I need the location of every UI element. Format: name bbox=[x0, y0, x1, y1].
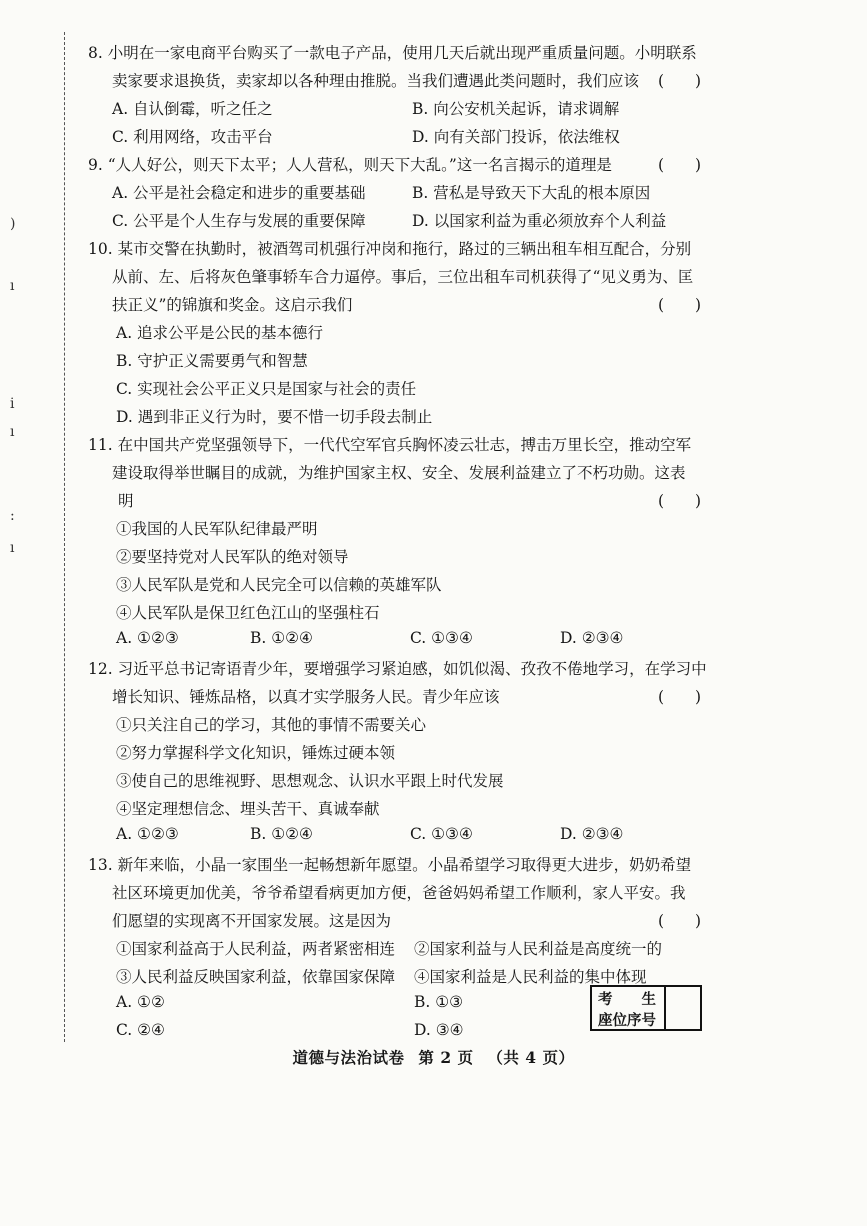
margin-mark: ı bbox=[10, 424, 15, 440]
margin-mark: ı bbox=[10, 540, 15, 556]
option-d: D. 向有关部门投诉，依法维权 bbox=[412, 128, 620, 146]
option-d: D. 遇到非正义行为时，要不惜一切手段去制止 bbox=[116, 408, 433, 426]
option-a: A. 自认倒霉，听之任之 bbox=[112, 100, 273, 118]
footer-page: 第 2 页 bbox=[418, 1048, 474, 1067]
option-b: B. 营私是导致天下大乱的根本原因 bbox=[412, 184, 651, 202]
option-c: C. 公平是个人生存与发展的重要保障 bbox=[112, 212, 366, 230]
option-b: B. ①③ bbox=[414, 993, 464, 1011]
seat-number-label bbox=[592, 987, 666, 1029]
statement: ③人民军队是党和人民完全可以信赖的英雄军队 bbox=[116, 576, 442, 594]
option-d: D. ②③④ bbox=[560, 825, 624, 843]
option-d: D. ③④ bbox=[414, 1021, 464, 1039]
option-a: A. ①②③ bbox=[116, 629, 179, 647]
question-text: 10. 某市交警在执勤时，被酒驾司机强行冲岗和拖行，路过的三辆出租车相互配合，分别 bbox=[88, 240, 692, 258]
statement: ③人民利益反映国家利益，依靠国家保障 bbox=[116, 968, 396, 986]
question-text: 从前、左、后将灰色肇事轿车合力逼停。事后，三位出租车司机获得了“见义勇为、匡 bbox=[112, 268, 694, 286]
answer-bracket: ( ) bbox=[658, 492, 702, 510]
question-text: 11. 在中国共产党坚强领导下，一代代空军官兵胸怀凌云壮志，搏击万里长空，推动空军 bbox=[88, 436, 692, 454]
option-d: D. 以国家利益为重必须放弃个人利益 bbox=[412, 212, 667, 230]
option-c: C. ①③④ bbox=[410, 825, 473, 843]
statement: ②要坚持党对人民军队的绝对领导 bbox=[116, 548, 349, 566]
option-c: C. 利用网络，攻击平台 bbox=[112, 128, 273, 146]
option-c: C. 实现社会公平正义只是国家与社会的责任 bbox=[116, 380, 417, 398]
option-a: A. ①②③ bbox=[116, 825, 179, 843]
margin-mark: : bbox=[10, 508, 15, 524]
statement: ①我国的人民军队纪律最严明 bbox=[116, 520, 318, 538]
question-text: 扶正义”的锦旗和奖金。这启示我们 bbox=[112, 296, 353, 314]
option-c: C. ②④ bbox=[116, 1021, 165, 1039]
statement: ①只关注自己的学习，其他的事情不需要关心 bbox=[116, 716, 427, 734]
answer-bracket: ( ) bbox=[658, 688, 702, 706]
option-a: A. 公平是社会稳定和进步的重要基础 bbox=[112, 184, 366, 202]
statement: ④人民军队是保卫红色江山的坚强柱石 bbox=[116, 604, 380, 622]
answer-bracket: ( ) bbox=[658, 912, 702, 930]
option-b: B. ①②④ bbox=[250, 825, 313, 843]
margin-mark: ) bbox=[10, 216, 16, 232]
option-b: B. 守护正义需要勇气和智慧 bbox=[116, 352, 308, 370]
statement: ①国家利益高于人民利益，两者紧密相连 bbox=[116, 940, 396, 958]
statement: ④国家利益是人民利益的集中体现 bbox=[414, 968, 647, 986]
answer-bracket: ( ) bbox=[658, 156, 702, 174]
statement: ③使自己的思维视野、思想观念、认识水平跟上时代发展 bbox=[116, 772, 504, 790]
question-text: 卖家要求退换货，卖家却以各种理由推脱。当我们遭遇此类问题时，我们应该 bbox=[112, 72, 640, 90]
statement: ④坚定理想信念、埋头苦干、真诚奉献 bbox=[116, 800, 380, 818]
question-text: 9. “人人好公，则天下太平；人人营私，则天下大乱。”这一名言揭示的道理是 bbox=[88, 156, 612, 174]
question-text: 13. 新年来临，小晶一家围坐一起畅想新年愿望。小晶希望学习取得更大进步，奶奶希望 bbox=[88, 856, 692, 874]
question-text: 8. 小明在一家电商平台购买了一款电子产品，使用几天后就出现严重质量问题。小明联系 bbox=[88, 44, 697, 62]
seat-label-line1: 考 生 bbox=[598, 991, 656, 1008]
answer-bracket: ( ) bbox=[658, 296, 702, 314]
answer-bracket: ( ) bbox=[658, 72, 702, 90]
option-d: D. ②③④ bbox=[560, 629, 624, 647]
binding-margin-line bbox=[64, 32, 65, 1042]
seat-label-line2: 座位序号 bbox=[598, 1012, 656, 1029]
question-text: 明 bbox=[118, 492, 134, 510]
footer-total: （共 4 页） bbox=[487, 1048, 575, 1067]
question-text: 社区环境更加优美，爷爷希望看病更加方便，爸爸妈妈希望工作顺利，家人平安。我 bbox=[112, 884, 686, 902]
question-text: 12. 习近平总书记寄语青少年，要增强学习紧迫感，如饥似渴、孜孜不倦地学习，在学习中 bbox=[88, 660, 707, 678]
margin-mark: ı bbox=[10, 278, 15, 294]
option-a: A. ①② bbox=[116, 993, 165, 1011]
question-text: 们愿望的实现离不开国家发展。这是因为 bbox=[112, 912, 392, 930]
statement: ②国家利益与人民利益是高度统一的 bbox=[414, 940, 663, 958]
question-text: 增长知识、锤炼品格，以真才实学服务人民。青少年应该 bbox=[112, 688, 500, 706]
question-text: 建设取得举世瞩目的成就，为维护国家主权、安全、发展利益建立了不朽功勋。这表 bbox=[112, 464, 686, 482]
footer-subject: 道德与法治试卷 bbox=[292, 1048, 405, 1067]
option-b: B. ①②④ bbox=[250, 629, 313, 647]
statement: ②努力掌握科学文化知识，锤炼过硬本领 bbox=[116, 744, 396, 762]
option-b: B. 向公安机关起诉，请求调解 bbox=[412, 100, 620, 118]
option-a: A. 追求公平是公民的基本德行 bbox=[116, 324, 324, 342]
option-c: C. ①③④ bbox=[410, 629, 473, 647]
margin-mark: i bbox=[10, 396, 15, 412]
seat-number-box bbox=[590, 985, 702, 1031]
page-footer bbox=[0, 1046, 867, 1068]
